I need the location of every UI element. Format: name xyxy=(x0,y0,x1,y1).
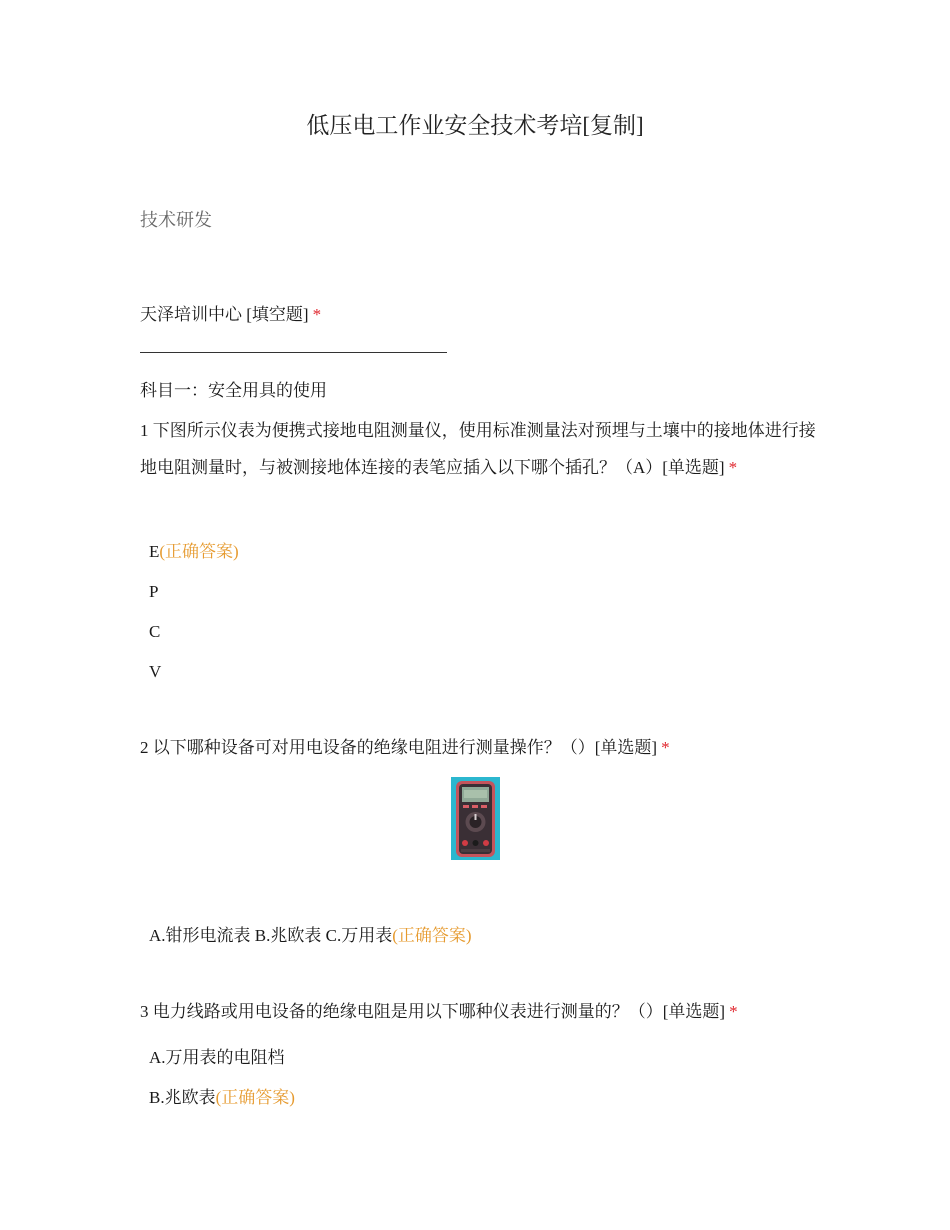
option-item[interactable] xyxy=(149,538,239,566)
option-label: P xyxy=(149,582,159,601)
required-marker: * xyxy=(728,458,738,477)
question-2 xyxy=(140,729,820,766)
option-item[interactable] xyxy=(149,1044,285,1072)
question-1-text: 1 下图所示仪表为便携式接地电阻测量仪，使用标准测量法对预埋与土壤中的接地体进行接地电阻测量时，与被测接地体连接的表笔应插入以下哪个插孔？（A）[单选题] xyxy=(140,421,816,477)
correct-answer-tag: (正确答案) xyxy=(215,1088,295,1107)
option-label: C xyxy=(149,622,161,641)
page-subtitle: 技术研发 xyxy=(140,210,212,230)
question-3-text: 3 电力线路或用电设备的绝缘电阻是用以下哪种仪表进行测量的？（）[单选题] xyxy=(140,1002,726,1021)
option-item[interactable] xyxy=(149,618,160,646)
required-marker: * xyxy=(312,305,322,324)
multimeter-image xyxy=(451,777,500,860)
option-item[interactable] xyxy=(149,1084,295,1112)
question-3 xyxy=(140,993,820,1030)
fill-blank-input[interactable] xyxy=(140,352,447,353)
question-2-text: 2 以下哪种设备可对用电设备的绝缘电阻进行测量操作？（）[单选题] xyxy=(140,738,658,757)
answer-line[interactable] xyxy=(149,922,472,950)
question-1 xyxy=(140,412,820,486)
option-item[interactable] xyxy=(149,578,158,606)
page-title: 低压电工作业安全技术考培[复制] xyxy=(306,113,644,138)
question-0-text: 天泽培训中心 [填空题] xyxy=(140,305,309,324)
option-label: B.兆欧表 xyxy=(149,1088,216,1107)
correct-answer-tag: (正确答案) xyxy=(392,926,472,945)
required-marker: * xyxy=(729,1002,738,1021)
section-heading: 科目一：安全用具的使用 xyxy=(140,381,327,400)
option-item[interactable] xyxy=(149,658,161,686)
correct-answer-tag: (正确答案) xyxy=(159,542,239,561)
question-0 xyxy=(140,296,820,333)
required-marker: * xyxy=(661,738,670,757)
option-label: V xyxy=(149,662,162,681)
option-label: E xyxy=(149,542,160,561)
option-label: A.万用表的电阻档 xyxy=(149,1048,285,1067)
answer-options-text: A.钳形电流表 B.兆欧表 C.万用表 xyxy=(149,926,393,945)
